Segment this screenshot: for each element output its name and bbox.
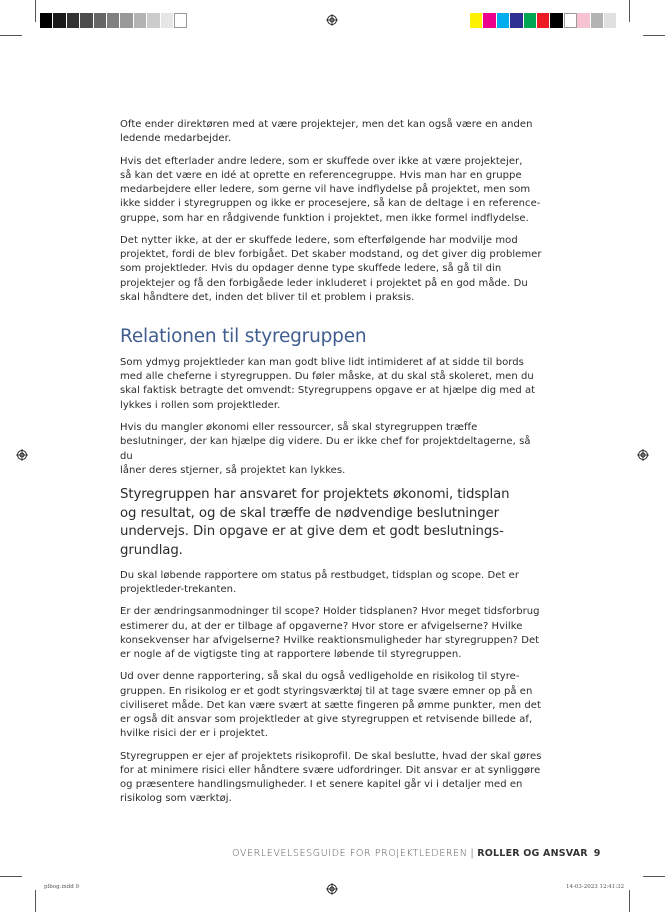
color-swatch (524, 13, 537, 28)
color-swatch (591, 13, 604, 28)
registration-mark-icon (326, 883, 338, 895)
crop-mark (643, 35, 665, 36)
registration-mark-icon (637, 449, 649, 461)
chapter-title: ROLLER OG ANSVAR (477, 848, 588, 859)
color-swatch (134, 13, 147, 28)
running-footer (232, 848, 601, 859)
body-paragraph: Du skal løbende rapportere om status på restbudget, tidsplan og scope. Det er projektleder-trekanten. (120, 569, 520, 595)
color-swatch (564, 13, 577, 28)
crop-mark (629, 890, 630, 912)
color-swatch (510, 13, 523, 28)
crop-mark (0, 876, 22, 877)
color-swatch (497, 13, 510, 28)
registration-mark-icon (16, 449, 28, 461)
crop-mark (643, 876, 665, 877)
color-swatch (94, 13, 107, 28)
color-swatch (147, 13, 160, 28)
grayscale-color-bar (40, 13, 187, 28)
color-swatch (107, 13, 120, 28)
crop-mark (35, 0, 36, 22)
section-heading: Relationen til styregruppen (120, 326, 367, 348)
body-paragraph: Hvis du mangler økonomi eller ressourcer, så skal styregruppen træffe beslutninger, der kan hjælpe dig videre. Du er ikke chef for projektdeltagerne, så du låner deres stjerner, så projektet kan lykkes. (120, 422, 531, 476)
body-paragraph: Ofte ender direktøren med at være projektejer, men det kan også være en anden ledende medarbejder. (120, 119, 533, 145)
lead-quote: Styregruppen har ansvaret for projektets økonomi, tidsplan og resultat, og de skal træffe de nødvendige beslutninger undervejs. Din opgave er at give dem et godt beslutnings- grundlag. (120, 487, 510, 559)
color-swatch (161, 13, 174, 28)
cmyk-color-bar (470, 13, 617, 28)
color-swatch (53, 13, 66, 28)
crop-mark (0, 35, 22, 36)
color-swatch (550, 13, 563, 28)
color-swatch (67, 13, 80, 28)
body-paragraph: Er der ændringsanmodninger til scope? Holder tidsplanen? Hvor meget tidsforbrug estimerer du, at der er tilbage af opgaverne? Hvor store er afvigelserne? Hvilke konsekvenser har afvigelserne? Hvilke reaktionsmuligheder har styregruppen? Det er nogle af de vigtigste ting at rapportere løbende til styregruppen. (120, 606, 540, 660)
color-swatch (40, 13, 53, 28)
crop-mark (629, 0, 630, 22)
color-swatch (174, 13, 187, 28)
body-paragraph: Hvis det efterlader andre ledere, som er skuffede over ikke at være projektejer, så kan det være en idé at oprette en referencegruppe. Hvis man har en gruppe medarbejdere eller ledere, som gerne vil have indflydelse på projektet, men som ikke sidder i styregruppen og ikke er procesejere, så kan de deltage i en reference- gruppe, som har en rådgivende funktion i projektet, men ikke formel indflydelse. (120, 155, 541, 224)
color-swatch (483, 13, 496, 28)
slug-filename: pl​bog.indd 9 (44, 884, 79, 890)
color-swatch (80, 13, 93, 28)
footer-separator: | (470, 848, 475, 859)
body-paragraph: Ud over denne rapportering, så skal du også vedligeholde en risikolog til styre- gruppen. En risikolog er et godt styringsværktøj til at tage svære emner op på en civiliseret måde. Det kan være svært at sætte fingeren på ømme punkter, men det er også dit ansvar som projektleder at give styregruppen et retvisende billede af, hvilke risici der er i projektet. (120, 671, 541, 740)
registration-mark-icon (326, 14, 338, 26)
color-swatch (470, 13, 483, 28)
color-swatch (120, 13, 133, 28)
color-swatch (604, 13, 617, 28)
crop-mark (35, 890, 36, 912)
body-paragraph: Styregruppen er ejer af projektets risikoprofil. De skal beslutte, hvad der skal gøres for at minimere risici eller håndtere svære udfordringer. Dit ansvar er at synliggøre og præsentere handlingsmuligheder. I et senere kapitel går vi i detaljer med en risikolog som værktøj. (120, 750, 542, 805)
color-swatch (577, 13, 590, 28)
page-body (120, 118, 543, 815)
color-swatch (537, 13, 550, 28)
slug-timestamp: 14-03-2023 12:41:32 (566, 884, 625, 890)
book-title: OVERLEVELSESGUIDE FOR PROJEKTLEDEREN (232, 848, 468, 859)
body-paragraph: Som ydmyg projektleder kan man godt blive lidt intimideret af at sidde til bords med alle cheferne i styregruppen. Du føler måske, at du skal stå skoleret, men du skal faktisk betragte det omvendt: Styregruppens opgave er at hjælpe dig med at lykkes i rollen som projektleder. (120, 357, 536, 411)
page-number: 9 (593, 848, 601, 859)
body-paragraph: Det nytter ikke, at der er skuffede ledere, som efterfølgende har modvilje mod projektet, fordi de blev forbigået. Det skaber modstand, og det giver dig problemer som projektleder. Hvis du opdager denne type skuffede ledere, så gå til din projektejer og få den forbigåede leder inkluderet i projektet på en god måde. Du skal håndtere det, inden det bliver til et problem i praksis. (120, 235, 542, 303)
